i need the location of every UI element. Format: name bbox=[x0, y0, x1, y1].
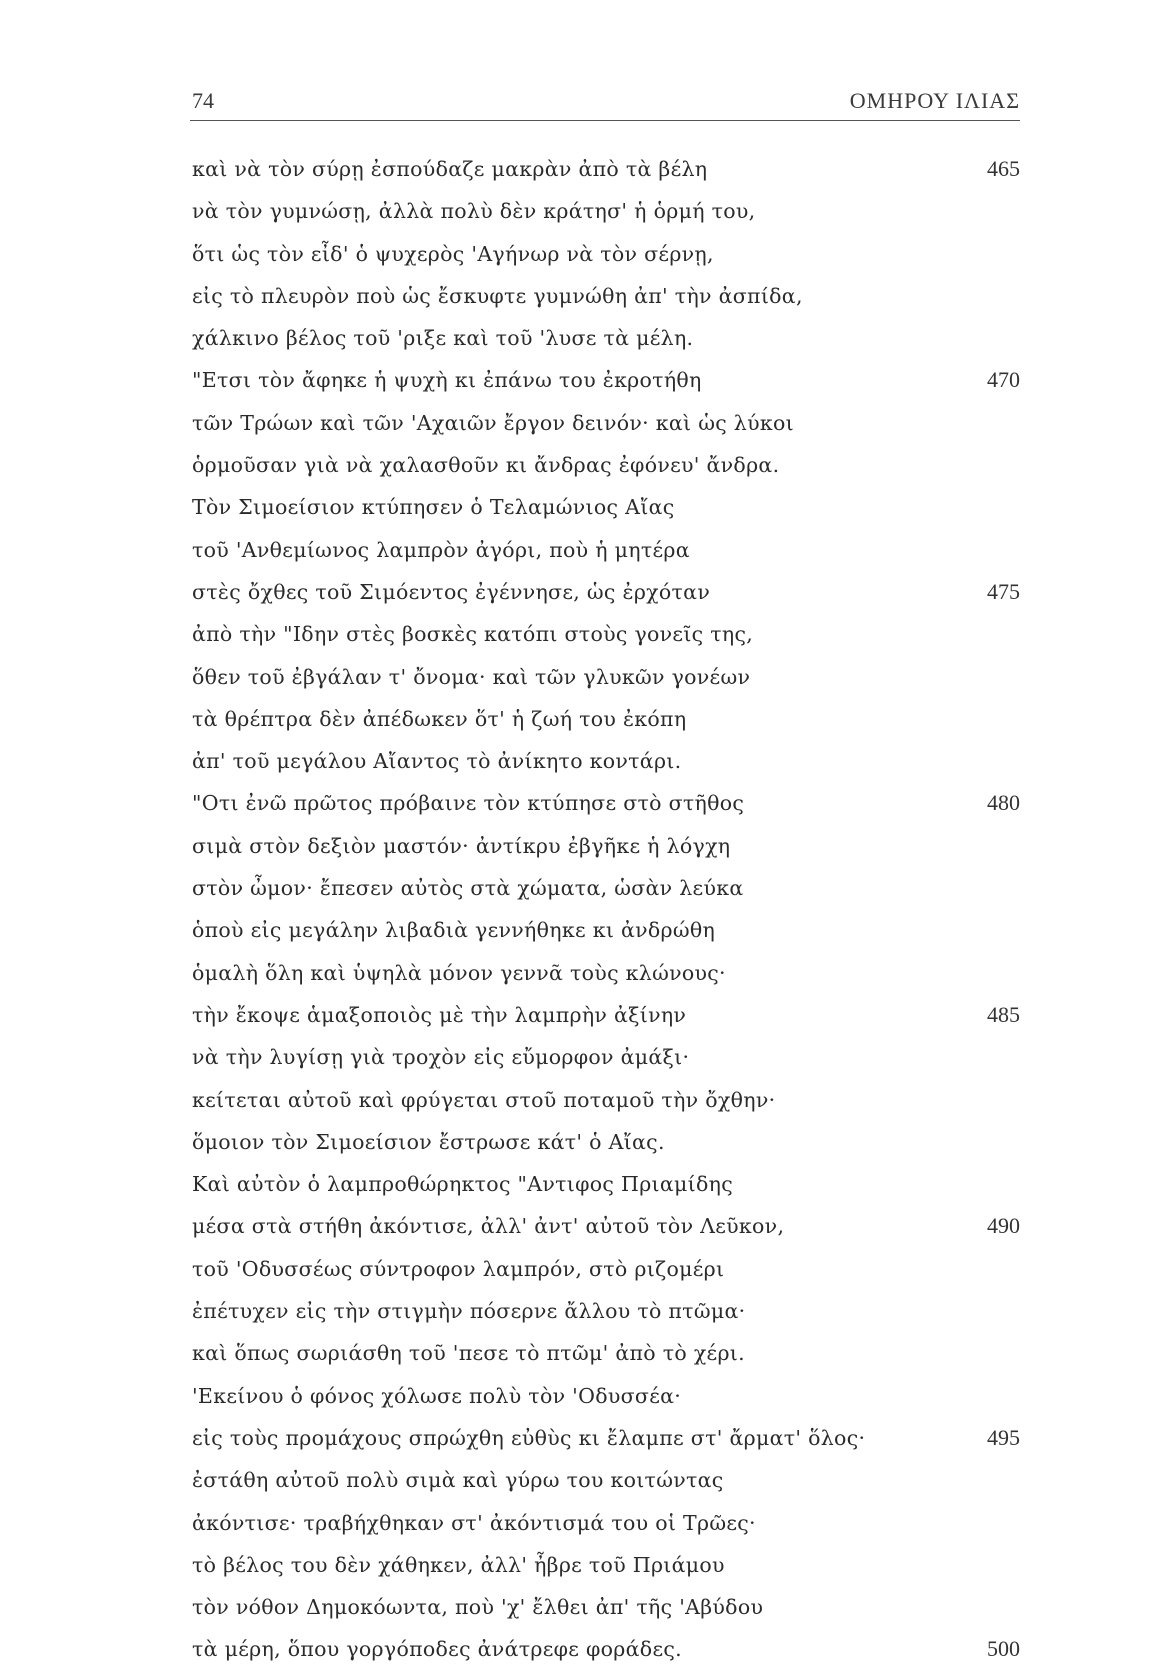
verse-text: ἀπὸ τὴν "Ιδην στὲς βοσκὲς κατόπι στοὺς γονεῖς της, bbox=[192, 622, 754, 647]
verse-text: ἀπ' τοῦ μεγάλου Αἴαντος τὸ ἀνίκητο κοντάρι. bbox=[192, 749, 682, 774]
verse-text: στὸν ὦμον· ἔπεσεν αὐτὸς στὰ χώματα, ὡσὰν λεύκα bbox=[192, 876, 744, 901]
verse-line bbox=[190, 190, 1020, 232]
verse-line bbox=[190, 444, 1020, 486]
verse-line bbox=[190, 1205, 1020, 1247]
line-number: 500 bbox=[987, 1636, 1020, 1662]
verse-line bbox=[190, 825, 1020, 867]
verse-line bbox=[190, 571, 1020, 613]
running-title: ΟΜΗΡΟΥ ΙΛΙΑΣ bbox=[849, 88, 1020, 113]
verse-text: καὶ ὅπως σωριάσθη τοῦ 'πεσε τὸ πτῶμ' ἀπὸ τὸ χέρι. bbox=[192, 1341, 745, 1366]
verse-line bbox=[190, 1628, 1020, 1670]
line-number: 485 bbox=[987, 1001, 1020, 1027]
verse-text: τοῦ 'Οδυσσέως σύντροφον λαμπρόν, στὸ ριζομέρι bbox=[192, 1256, 725, 1281]
verse-text: μέσα στὰ στήθη ἀκόντισε, ἀλλ' ἀντ' αὐτοῦ τὸν Λεῦκον, bbox=[192, 1214, 785, 1239]
verse-line bbox=[190, 148, 1020, 190]
verse-text: στὲς ὄχθες τοῦ Σιμόεντος ἐγέννησε, ὡς ἐρχόταν bbox=[192, 579, 711, 604]
verse-text: ὁποὺ εἰς μεγάλην λιβαδιὰ γεννήθηκε κι ἀνδρώθη bbox=[192, 918, 716, 943]
verse-text: ἐπέτυχεν εἰς τὴν στιγμὴν πόσερνε ἄλλου τὸ πτῶμα· bbox=[192, 1299, 746, 1324]
verse-line bbox=[190, 867, 1020, 909]
verse-text: τὰ μέρη, ὅπου γοργόποδες ἀνάτρεφε φοράδες. bbox=[192, 1637, 682, 1662]
verse-text: εἰς τοὺς προμάχους σπρώχθη εὐθὺς κι ἔλαμπε στ' ἄρματ' ὅλος· bbox=[192, 1425, 866, 1450]
verse-text: χάλκινο βέλος τοῦ 'ριξε καὶ τοῦ 'λυσε τὰ μέλη. bbox=[192, 326, 694, 351]
verse-line bbox=[190, 1121, 1020, 1163]
verse-text: "Ετσι τὸν ἄφηκε ἡ ψυχὴ κι ἐπάνω του ἐκροτήθη bbox=[192, 368, 702, 393]
verse-text: ὁρμοῦσαν γιὰ νὰ χαλασθοῦν κι ἄνδρας ἐφόνευ' ἄνδρα. bbox=[192, 453, 780, 478]
verse-line bbox=[190, 613, 1020, 655]
verse-text: καὶ νὰ τὸν σύρῃ ἐσπούδαζε μακρὰν ἀπὸ τὰ βέλη bbox=[192, 157, 708, 181]
verse-text: νὰ τὴν λυγίσῃ γιὰ τροχὸν εἰς εὔμορφον ἀμάξι· bbox=[192, 1045, 690, 1070]
verse-text: τῶν Τρώων καὶ τῶν 'Αχαιῶν ἔργον δεινόν· καὶ ὡς λύκοι bbox=[192, 410, 794, 435]
verse-line bbox=[190, 529, 1020, 571]
verse-line bbox=[190, 233, 1020, 275]
verse-text: τὸν νόθον Δημοκόωντα, ποὺ 'χ' ἔλθει ἀπ' τῆς 'Αβύδου bbox=[192, 1595, 764, 1620]
verse-line bbox=[190, 656, 1020, 698]
verse-line bbox=[190, 698, 1020, 740]
line-number: 490 bbox=[987, 1213, 1020, 1239]
verse-line bbox=[190, 782, 1020, 824]
verse-text: ὁμαλὴ ὅλη καὶ ὑψηλὰ μόνον γεννᾶ τοὺς κλώνους· bbox=[192, 960, 726, 985]
verse-text: τοῦ 'Ανθεμίωνος λαμπρὸν ἀγόρι, ποὺ ἡ μητέρα bbox=[192, 537, 690, 562]
verse-text: τὴν ἔκοψε ἁμαξοποιὸς μὲ τὴν λαμπρὴν ἀξίνην bbox=[192, 1002, 687, 1027]
verse-line bbox=[190, 317, 1020, 359]
verse-line bbox=[190, 740, 1020, 782]
verse-text: ὅμοιον τὸν Σιμοείσιον ἔστρωσε κάτ' ὁ Αἴας. bbox=[192, 1129, 665, 1154]
verse-line bbox=[190, 275, 1020, 317]
verse-text: τὰ θρέπτρα δὲν ἀπέδωκεν ὅτ' ἡ ζωή του ἐκόπη bbox=[192, 706, 687, 731]
verse-text: ὅθεν τοῦ ἐβγάλαν τ' ὄνομα· καὶ τῶν γλυκῶν γονέων bbox=[192, 664, 751, 689]
line-number: 475 bbox=[987, 578, 1020, 604]
verse-line bbox=[190, 1502, 1020, 1544]
verse-text: "Οτι ἐνῶ πρῶτος πρόβαινε τὸν κτύπησε στὸ στῆθος bbox=[192, 791, 745, 816]
verse-line bbox=[190, 1290, 1020, 1332]
line-number: 480 bbox=[987, 790, 1020, 816]
verse-text: ἀκόντισε· τραβήχθηκαν στ' ἀκόντισμά του οἱ Τρῶες· bbox=[192, 1510, 756, 1535]
header-rule bbox=[190, 120, 1020, 121]
verse-line bbox=[190, 359, 1020, 401]
verse-line bbox=[190, 1417, 1020, 1459]
verse-line bbox=[190, 1079, 1020, 1121]
verse-line bbox=[190, 994, 1020, 1036]
verse-line bbox=[190, 1544, 1020, 1586]
verse-line bbox=[190, 1248, 1020, 1290]
verse-text: 'Εκείνου ὁ φόνος χόλωσε πολὺ τὸν 'Οδυσσέα· bbox=[192, 1383, 682, 1408]
verse-line bbox=[190, 402, 1020, 444]
verse-text: Τὸν Σιμοείσιον κτύπησεν ὁ Τελαμώνιος Αἴας bbox=[192, 495, 675, 520]
verse-line bbox=[190, 1459, 1020, 1501]
line-number: 495 bbox=[987, 1424, 1020, 1450]
verse-line bbox=[190, 1163, 1020, 1205]
page-header bbox=[190, 84, 1020, 120]
verse-body bbox=[190, 148, 1020, 1671]
verse-line bbox=[190, 952, 1020, 994]
verse-text: ἐστάθη αὐτοῦ πολὺ σιμὰ καὶ γύρω του κοιτώντας bbox=[192, 1468, 724, 1493]
verse-line bbox=[190, 486, 1020, 528]
verse-line bbox=[190, 1375, 1020, 1417]
verse-line bbox=[190, 1036, 1020, 1078]
verse-line bbox=[190, 1586, 1020, 1628]
verse-text: τὸ βέλος του δὲν χάθηκεν, ἀλλ' ἦβρε τοῦ Πριάμου bbox=[192, 1552, 725, 1577]
verse-line bbox=[190, 1332, 1020, 1374]
verse-text: νὰ τὸν γυμνώσῃ, ἀλλὰ πολὺ δὲν κράτησ' ἡ ὁρμή του, bbox=[192, 199, 756, 224]
line-number: 465 bbox=[987, 156, 1020, 181]
verse-text: σιμὰ στὸν δεξιὸν μαστόν· ἀντίκρυ ἐβγῆκε ἡ λόγχη bbox=[192, 833, 731, 858]
verse-text: κείτεται αὐτοῦ καὶ φρύγεται στοῦ ποταμοῦ τὴν ὄχθην· bbox=[192, 1087, 776, 1112]
verse-text: εἰς τὸ πλευρὸν ποὺ ὡς ἔσκυφτε γυμνώθη ἀπ' τὴν ἀσπίδα, bbox=[192, 283, 803, 308]
verse-text: Καὶ αὐτὸν ὁ λαμπροθώρηκτος "Αντιφος Πριαμίδης bbox=[192, 1172, 733, 1197]
page-number: 74 bbox=[192, 88, 214, 113]
line-number: 470 bbox=[987, 367, 1020, 393]
verse-text: ὅτι ὡς τὸν εἶδ' ὁ ψυχερὸς 'Αγήνωρ νὰ τὸν σέρνῃ, bbox=[192, 241, 714, 266]
verse-line bbox=[190, 909, 1020, 951]
